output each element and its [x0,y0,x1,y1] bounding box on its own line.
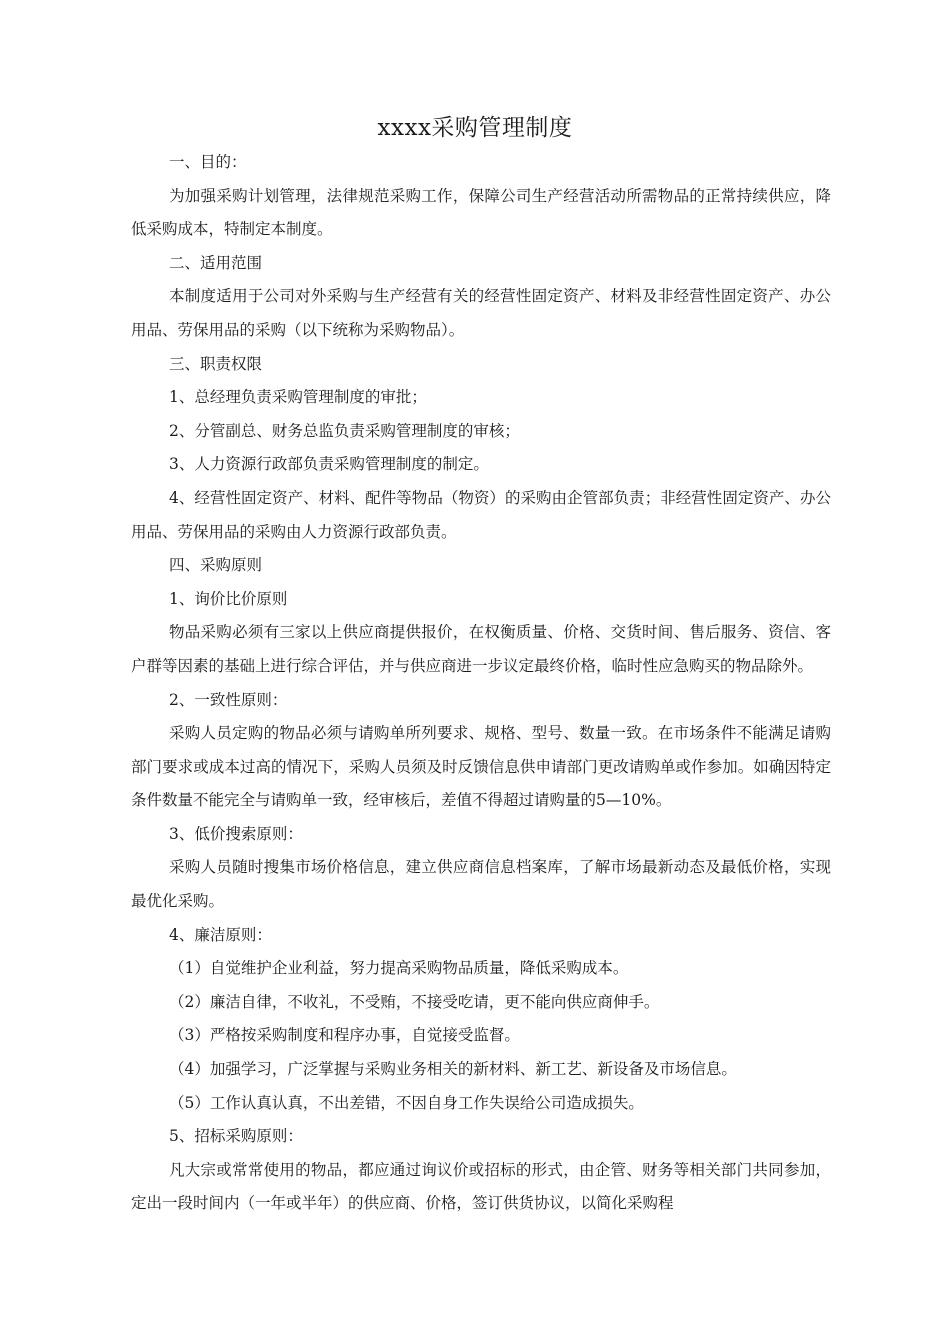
subsection-heading: 1、询价比价原则 [169,589,288,608]
list-item: 4、经营性固定资产、材料、配件等物品（物资）的采购由企管部负责；非经营性固定资产、办公用品、劳保用品的采购由人力资源行政部负责。 [131,488,831,541]
subsection-heading: 3、低价搜索原则： [169,824,303,843]
paragraph: 采购人员定购的物品必须与请购单所列要求、规格、型号、数量一致。在市场条件不能满足请购部门要求或成本过高的情况下，采购人员须及时反馈信息供申请部门更改请购单或作参加。如确因特定条件数量不能完全与请购单一致，经审核后，差值不得超过请购量的5—10%。 [131,724,831,810]
section-heading-responsibilities: 三、职责权限 [169,354,263,373]
section-heading-principles: 四、采购原则 [169,556,263,575]
list-item: （3）严格按采购制度和程序办事，自觉接受监督。 [169,1026,520,1045]
section-heading-scope: 二、适用范围 [169,253,263,272]
paragraph-scope: 本制度适用于公司对外采购与生产经营有关的经营性固定资产、材料及非经营性固定资产、办公用品、劳保用品的采购（以下统称为采购物品）。 [131,287,831,339]
list-item: （1）自觉维护企业利益，努力提高采购物品质量，降低采购成本。 [169,959,629,978]
section-heading-purpose: 一、目的： [169,153,247,171]
list-item: 2、分管副总、财务总监负责采购管理制度的审核； [169,421,520,440]
subsection-heading: 4、廉洁原则： [169,925,272,944]
list-item: 1、总经理负责采购管理制度的审批； [169,388,427,407]
paragraph: 凡大宗或常常使用的物品，都应通过询议价或招标的形式，由企管、财务等相关部门共同参加，定出一段时间内（一年或半年）的供应商、价格，签订供货协议，以简化采购程 [131,1160,831,1213]
paragraph-purpose: 为加强采购计划管理，法律规范采购工作，保障公司生产经营活动所需物品的正常持续供应，降低采购成本，特制定本制度。 [131,186,831,239]
subsection-heading: 2、一致性原则： [169,690,288,709]
paragraph: 采购人员随时搜集市场价格信息，建立供应商信息档案库，了解市场最新动态及最低价格，实现最优化采购。 [131,858,831,911]
list-item: 3、人力资源行政部负责采购管理制度的制定。 [169,455,489,474]
list-item: （4）加强学习，广泛掌握与采购业务相关的新材料、新工艺、新设备及市场信息。 [169,1060,737,1079]
document-title: xxxx采购管理制度 [377,115,573,141]
paragraph: 物品采购必须有三家以上供应商提供报价，在权衡质量、价格、交货时间、售后服务、资信、客户群等因素的基础上进行综合评估，并与供应商进一步议定最终价格，临时性应急购买的物品除外。 [131,623,831,675]
list-item: （5）工作认真认真，不出差错，不因自身工作失误给公司造成损失。 [169,1093,644,1112]
list-item: （2）廉洁自律，不收礼，不受贿，不接受吃请，更不能向供应商伸手。 [169,992,660,1011]
document-body [131,146,831,1221]
subsection-heading: 5、招标采购原则： [169,1127,303,1146]
